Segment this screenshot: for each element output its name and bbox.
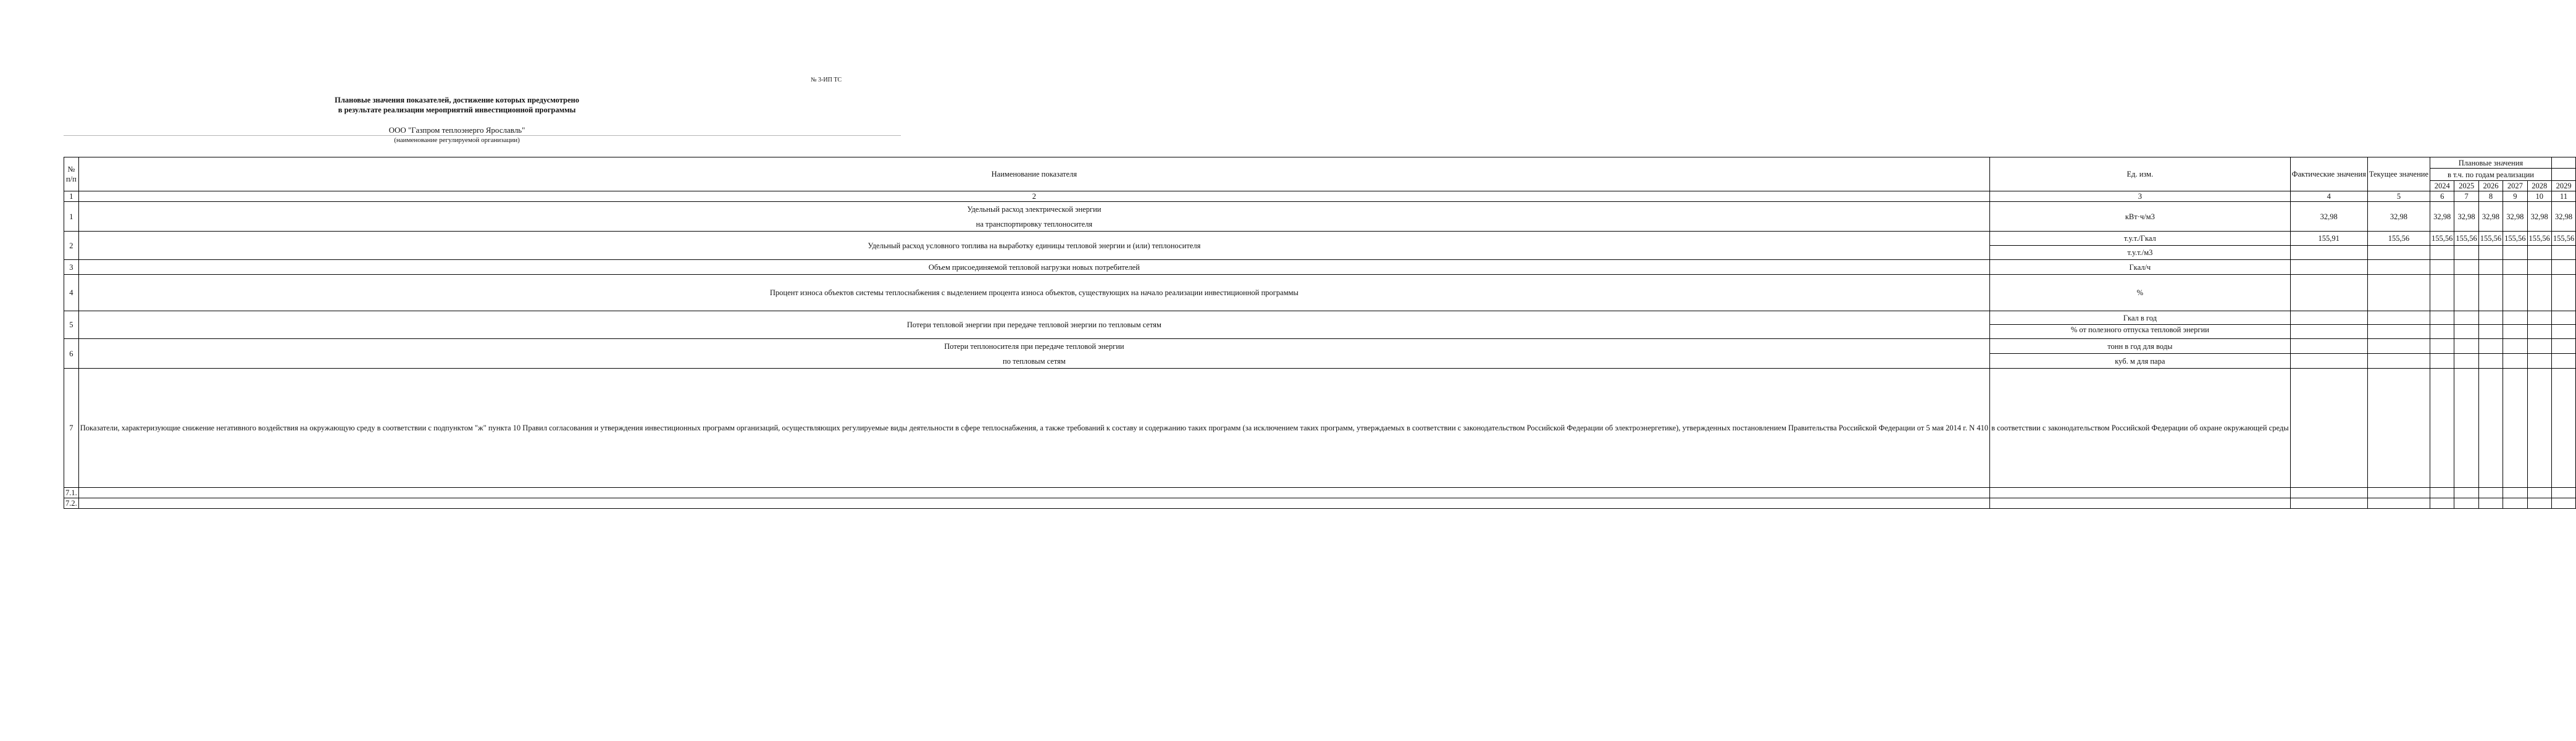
- row-unit: Гкал/ч: [1990, 260, 2291, 275]
- row-value: [2551, 354, 2575, 369]
- row-value: [2454, 498, 2478, 509]
- row-name-part: на транспортировку теплоносителя: [976, 219, 1093, 228]
- row-value: [2478, 488, 2503, 498]
- row-value: [2454, 488, 2478, 498]
- row-value: [2367, 369, 2430, 488]
- table-row: [64, 232, 2576, 246]
- column-number: 7: [2454, 191, 2478, 202]
- header-blank-2: [2551, 169, 2575, 181]
- document-title-line-2: в результате реализации мероприятий инвестиционной программы: [338, 106, 576, 114]
- row-value: [2551, 260, 2575, 275]
- column-number: 11: [2551, 191, 2575, 202]
- column-number-row: [64, 191, 2576, 202]
- row-value: [2454, 275, 2478, 311]
- row-value: [2290, 354, 2367, 369]
- header-year: 2027: [2503, 181, 2527, 191]
- table-row: [64, 311, 2576, 325]
- header-row-1: [64, 157, 2576, 169]
- row-value: [2454, 339, 2478, 354]
- table-row: [64, 369, 2576, 488]
- row-value: 32,98: [2478, 202, 2503, 232]
- row-value: 155,56: [2551, 232, 2575, 246]
- row-value: 155,56: [2503, 232, 2527, 246]
- row-value: [2478, 354, 2503, 369]
- header-year: 2028: [2527, 181, 2551, 191]
- row-value: [2478, 325, 2503, 339]
- row-value: [2367, 275, 2430, 311]
- row-value: [2430, 260, 2454, 275]
- row-name-part: Потери теплоносителя при передаче тепловой энергии: [944, 341, 1124, 351]
- row-value: 32,98: [2503, 202, 2527, 232]
- row-value: [2430, 246, 2454, 260]
- row-value: [2551, 246, 2575, 260]
- row-value: [2430, 325, 2454, 339]
- header-year: 2025: [2454, 181, 2478, 191]
- row-value: [2290, 488, 2367, 498]
- row-value: [2290, 498, 2367, 509]
- organization-underline: [64, 135, 901, 136]
- row-unit: [1990, 498, 2291, 509]
- row-name: Объем присоединяемой тепловой нагрузки новых потребителей: [78, 260, 1989, 275]
- table-row: [64, 260, 2576, 275]
- table-row: [64, 339, 2576, 354]
- row-num: 3: [64, 260, 79, 275]
- row-num: 1: [64, 202, 79, 232]
- row-num: 5: [64, 311, 79, 339]
- row-value: [2551, 498, 2575, 509]
- row-unit: Гкал в год: [1990, 311, 2291, 325]
- row-value: 32,98: [2454, 202, 2478, 232]
- row-value: 155,56: [2478, 232, 2503, 246]
- row-value: [2551, 275, 2575, 311]
- organization-name: ООО "Газпром теплоэнерго Ярославль": [388, 125, 525, 135]
- header-year: 2024: [2430, 181, 2454, 191]
- column-number: 10: [2527, 191, 2551, 202]
- row-value: [2430, 311, 2454, 325]
- row-value: [2551, 311, 2575, 325]
- row-value: [2503, 260, 2527, 275]
- table-row: [64, 202, 2576, 232]
- row-value: [2454, 260, 2478, 275]
- column-number: 6: [2430, 191, 2454, 202]
- row-unit: тонн в год для воды: [1990, 339, 2291, 354]
- header-unit: Ед. изм.: [1990, 157, 2291, 191]
- row-value: 155,91: [2290, 232, 2367, 246]
- column-number: 5: [2367, 191, 2430, 202]
- row-value: [2551, 339, 2575, 354]
- row-value: [2430, 498, 2454, 509]
- row-value: [2478, 311, 2503, 325]
- row-value: [2551, 488, 2575, 498]
- row-value: [2454, 325, 2478, 339]
- row-value: [2527, 369, 2551, 488]
- row-value: [2478, 339, 2503, 354]
- header-by-years: в т.ч. по годам реализации: [2430, 169, 2552, 181]
- column-number: 1: [64, 191, 79, 202]
- row-value: [2454, 354, 2478, 369]
- row-value: [2478, 246, 2503, 260]
- row-value: [2503, 339, 2527, 354]
- header-year: 2026: [2478, 181, 2503, 191]
- row-num: 7.2.: [64, 498, 79, 509]
- row-value: [2290, 369, 2367, 488]
- row-name-part: Удельный расход электрической энергии: [967, 204, 1102, 214]
- row-value: [2527, 246, 2551, 260]
- header-current: Текущее значение: [2367, 157, 2430, 191]
- row-value: [2430, 369, 2454, 488]
- row-value: [2478, 369, 2503, 488]
- row-value: [2527, 498, 2551, 509]
- row-value: [2290, 311, 2367, 325]
- row-value: [2290, 246, 2367, 260]
- row-value: [2503, 325, 2527, 339]
- row-value: [2454, 246, 2478, 260]
- row-unit: т.у.т./Гкал: [1990, 232, 2291, 246]
- row-value: [2367, 311, 2430, 325]
- row-value: [2503, 311, 2527, 325]
- row-value: [2430, 339, 2454, 354]
- row-value: 155,56: [2454, 232, 2478, 246]
- column-number: 4: [2290, 191, 2367, 202]
- row-value: [2527, 354, 2551, 369]
- row-value: [2367, 246, 2430, 260]
- row-value: [2503, 488, 2527, 498]
- row-value: [2430, 488, 2454, 498]
- row-value: [2454, 311, 2478, 325]
- row-unit: т.у.т./м3: [1990, 246, 2291, 260]
- row-value: 155,56: [2430, 232, 2454, 246]
- row-value: 32,98: [2430, 202, 2454, 232]
- row-value: [2290, 260, 2367, 275]
- row-value: [2290, 275, 2367, 311]
- row-name: Удельный расход условного топлива на выработку единицы тепловой энергии и (или) теплоносителя: [78, 232, 1989, 260]
- header-name: Наименование показателя: [78, 157, 1989, 191]
- row-value: [2367, 488, 2430, 498]
- row-name: Потери тепловой энергии при передаче тепловой энергии по тепловым сетям: [78, 311, 1989, 339]
- row-value: [2503, 369, 2527, 488]
- row-value: [2290, 339, 2367, 354]
- row-value: [2478, 275, 2503, 311]
- row-value: [2290, 325, 2367, 339]
- row-value: [2503, 246, 2527, 260]
- row-value: [2430, 354, 2454, 369]
- row-num: 7: [64, 369, 79, 488]
- indicators-table: [64, 157, 2576, 509]
- table-row: [64, 275, 2576, 311]
- row-name-part: по тепловым сетям: [1003, 356, 1066, 366]
- row-unit: кВт·ч/м3: [1990, 202, 2291, 232]
- row-value: 155,56: [2527, 232, 2551, 246]
- row-unit: в соответствии с законодательством Российской Федерации об охране окружающей среды: [1990, 369, 2291, 488]
- row-value: 32,98: [2367, 202, 2430, 232]
- row-value: [2478, 498, 2503, 509]
- row-value: 32,98: [2290, 202, 2367, 232]
- row-value: [2367, 339, 2430, 354]
- row-num: 6: [64, 339, 79, 369]
- row-name: [78, 339, 1989, 369]
- row-value: [2430, 275, 2454, 311]
- row-value: [2527, 311, 2551, 325]
- header-year: 2029: [2551, 181, 2575, 191]
- row-value: [2527, 260, 2551, 275]
- row-value: [2367, 498, 2430, 509]
- form-number: № 3-ИП ТС: [811, 77, 842, 83]
- row-value: [2503, 498, 2527, 509]
- row-value: [2503, 275, 2527, 311]
- table-row: [64, 488, 2576, 498]
- header-blank: [2551, 157, 2575, 169]
- row-value: [2527, 325, 2551, 339]
- row-value: [2527, 275, 2551, 311]
- row-unit: % от полезного отпуска тепловой энергии: [1990, 325, 2291, 339]
- row-num: 4: [64, 275, 79, 311]
- organization-caption: (наименование регулируемой организации): [394, 136, 520, 144]
- row-unit: %: [1990, 275, 2291, 311]
- header-planned: Плановые значения: [2430, 157, 2552, 169]
- row-unit: [1990, 488, 2291, 498]
- row-value: [2454, 369, 2478, 488]
- row-name: Показатели, характеризующие снижение негативного воздействия на окружающую среду в соответствии с подпунктом "ж" пункта 10 Правил согласования и утверждения инвестиционных программ организаций, осуществляющих регулируемые виды деятельности в сфере теплоснабжения, а также требований к составу и содержанию таких программ (за исключением таких программ, утверждаемых в соответствии с законодательством Российской Федерации об электроэнергетике), утвержденных постановлением Правительства Российской Федерации от 5 мая 2014 г. N 410: [78, 369, 1989, 488]
- column-number: 3: [1990, 191, 2291, 202]
- row-value: [2367, 325, 2430, 339]
- row-name: Процент износа объектов системы теплоснабжения с выделением процента износа объектов, существующих на начало реализации инвестиционной программы: [78, 275, 1989, 311]
- row-value: [2367, 354, 2430, 369]
- row-value: [2478, 260, 2503, 275]
- row-num: 2: [64, 232, 79, 260]
- row-name: [78, 498, 1989, 509]
- row-value: [2551, 325, 2575, 339]
- header-num: № п/п: [64, 157, 79, 191]
- row-value: 32,98: [2527, 202, 2551, 232]
- column-number: 8: [2478, 191, 2503, 202]
- row-value: [2551, 369, 2575, 488]
- row-value: 32,98: [2551, 202, 2575, 232]
- table-row: [64, 498, 2576, 509]
- row-value: [2367, 260, 2430, 275]
- document-title-line-1: Плановые значения показателей, достижение которых предусмотрено: [335, 96, 579, 104]
- row-value: [2527, 488, 2551, 498]
- column-number: 2: [78, 191, 1989, 202]
- column-number: 9: [2503, 191, 2527, 202]
- row-value: [2503, 354, 2527, 369]
- header-actual: Фактические значения: [2290, 157, 2367, 191]
- row-num: 7.1.: [64, 488, 79, 498]
- row-value: 155,56: [2367, 232, 2430, 246]
- row-value: [2527, 339, 2551, 354]
- row-name: [78, 202, 1989, 232]
- row-unit: куб. м для пара: [1990, 354, 2291, 369]
- row-name: [78, 488, 1989, 498]
